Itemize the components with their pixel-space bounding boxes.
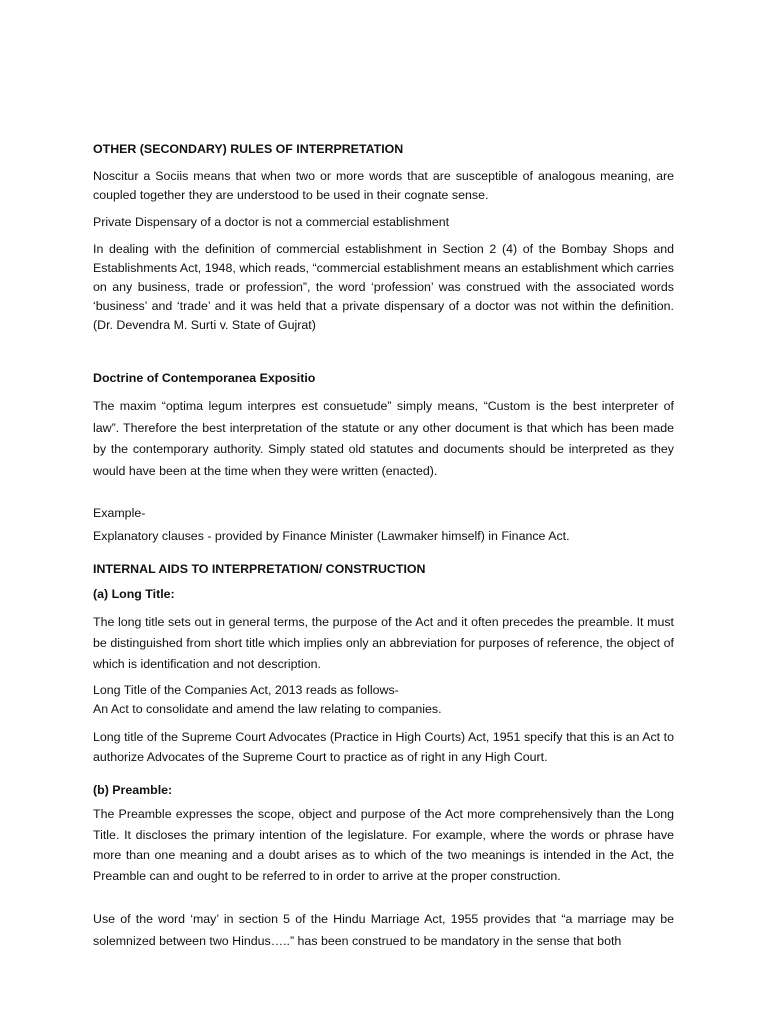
paragraph-noscitur-a-sociis: Noscitur a Sociis means that when two or more words that are susceptible of analogous meaning, are coupled together they are understood to be used in their cognate sense.	[93, 169, 674, 202]
subheading-long-title: (a) Long Title:	[93, 587, 175, 601]
heading-contemporanea-expositio: Doctrine of Contemporanea Expositio	[93, 371, 316, 385]
paragraph-bombay-shops-act: In dealing with the definition of commercial establishment in Section 2 (4) of the Bombay Shops and Establishments Act, 1948, which reads, “commercial establishment means an establishment which carries on any business, trade or profession”, the word ‘profession’ was construed with the associated words ‘business’ and ‘trade’ and it was held that a private dispensary of a doctor was not within the definition. (Dr. Devendra M. Surti v. State of Gujrat)	[93, 242, 674, 332]
example-text: Explanatory clauses - provided by Finance Minister (Lawmaker himself) in Finance Act.	[93, 529, 570, 543]
companies-act-line-1: Long Title of the Companies Act, 2013 reads as follows-	[93, 683, 399, 697]
companies-act-line-2: An Act to consolidate and amend the law relating to companies.	[93, 702, 442, 716]
paragraph-optima-legum-maxim: The maxim “optima legum interpres est consuetude” simply means, “Custom is the best interpreter of law”. Therefore the best interpretation of the statute or any other document is that which has been made by the contemporary authority. Simply stated old statutes and documents should be interpreted as they would have been at the time when they were written (enacted).	[93, 399, 674, 478]
companies-act-long-title	[93, 681, 674, 719]
paragraph-long-title: The long title sets out in general terms, the purpose of the Act and it often precedes the preamble. It must be distinguished from short title which implies only an abbreviation for purposes of reference, the object of which is identification and not description.	[93, 615, 674, 671]
paragraph-private-dispensary: Private Dispensary of a doctor is not a commercial establishment	[93, 215, 450, 229]
document-page	[93, 140, 674, 952]
paragraph-supreme-court-advocates: Long title of the Supreme Court Advocates (Practice in High Courts) Act, 1951 specify that this is an Act to authorize Advocates of the Supreme Court to practice as of right in any High Court.	[93, 730, 674, 764]
heading-internal-aids: INTERNAL AIDS TO INTERPRETATION/ CONSTRUCTION	[93, 562, 426, 576]
example-label: Example-	[93, 506, 146, 520]
paragraph-hindu-marriage-act: Use of the word ‘may’ in section 5 of the Hindu Marriage Act, 1955 provides that “a marriage may be solemnized between two Hindus…..” has been construed to be mandatory in the sense that both	[93, 912, 674, 948]
paragraph-preamble: The Preamble expresses the scope, object and purpose of the Act more comprehensively than the Long Title. It discloses the primary intention of the legislature. For example, where the words or phrase have more than one meaning and a doubt arises as to which of the two meanings is intended in the Act, the Preamble can and ought to be referred to in order to arrive at the proper construction.	[93, 807, 674, 883]
heading-secondary-rules: OTHER (SECONDARY) RULES OF INTERPRETATION	[93, 142, 404, 156]
subheading-preamble: (b) Preamble:	[93, 783, 173, 797]
